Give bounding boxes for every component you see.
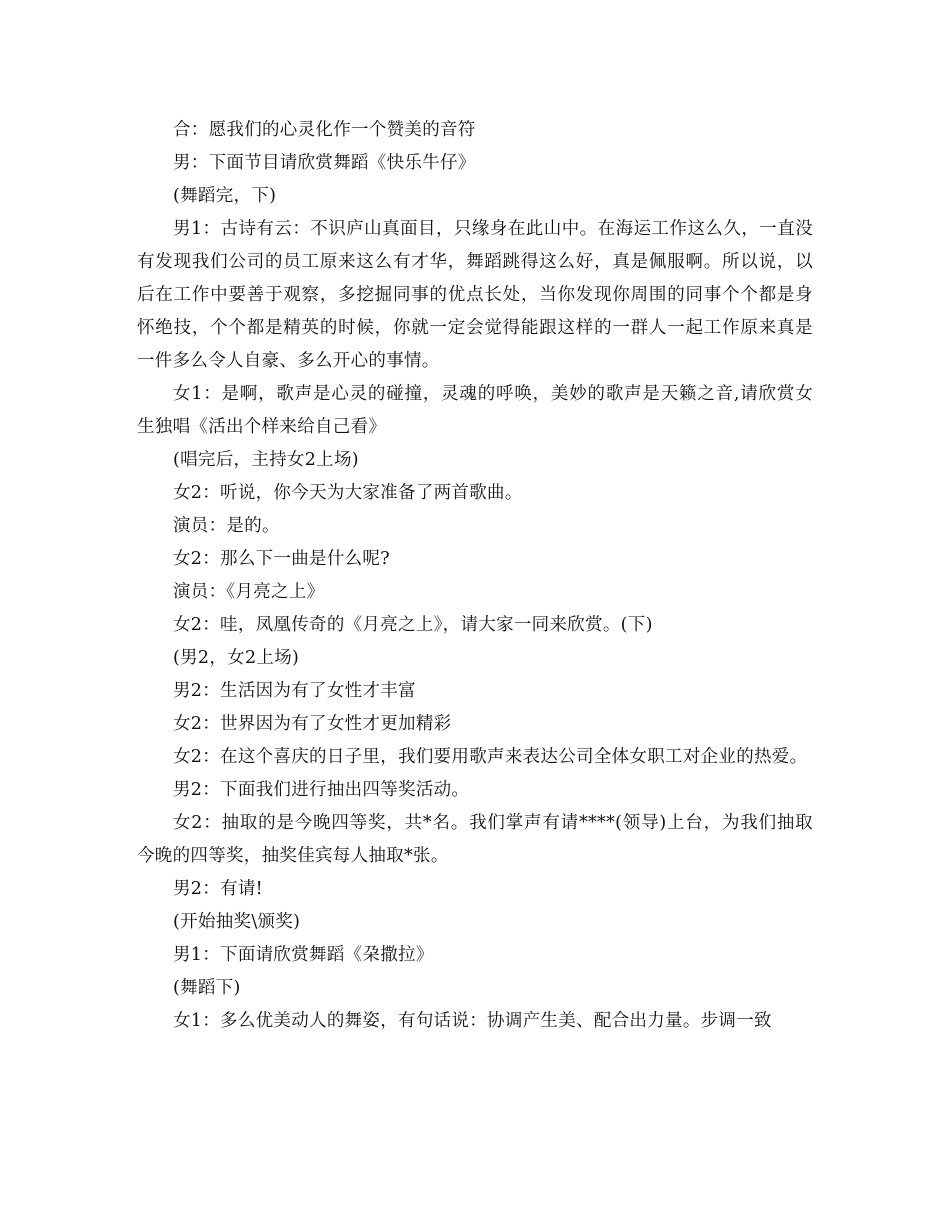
paragraph: 演员：是的。 xyxy=(173,516,280,536)
paragraph: 男2：生活因为有了女性才丰富 xyxy=(173,681,416,701)
paragraph: 女2：听说，你今天为大家准备了两首歌曲。 xyxy=(173,483,523,503)
paragraph: (唱完后，主持女2上场) xyxy=(173,450,359,470)
paragraph: 男1：古诗有云：不识庐山真面目，只缘身在此山中。在海运工作这么久，一直没有发现我们公司的员工原来这么有才华，舞蹈跳得这么好，真是佩服啊。所以说，以后在工作中要善于观察，多挖掘同事的优点长处，当你发现你周围的同事个个都是身怀绝技，个个都是精英的时候，你就一定会觉得能跟这样的一群人一起工作原来真是一件多么令人自豪、多么开心的事情。 xyxy=(137,219,813,371)
document-body xyxy=(137,114,813,1038)
paragraph: 男2：有请! xyxy=(173,879,263,899)
paragraph: 女2：世界因为有了女性才更加精彩 xyxy=(173,714,452,734)
paragraph: (男2，女2上场) xyxy=(173,648,300,668)
paragraph: 女2：那么下一曲是什么呢? xyxy=(173,549,390,569)
paragraph: 女1：多么优美动人的舞姿，有句话说：协调产生美、配合出力量。步调一致 xyxy=(173,1011,772,1031)
paragraph: (舞蹈完，下) xyxy=(173,186,277,206)
paragraph: 合：愿我们的心灵化作一个赞美的音符 xyxy=(173,120,476,140)
paragraph: 女2：在这个喜庆的日子里，我们要用歌声来表达公司全体女职工对企业的热爱。 xyxy=(173,747,808,767)
paragraph: (舞蹈下) xyxy=(173,978,241,998)
paragraph: 男：下面节目请欣赏舞蹈《快乐牛仔》 xyxy=(173,153,476,173)
paragraph: 男2：下面我们进行抽出四等奖活动。 xyxy=(173,780,470,800)
paragraph: 演员：《月亮之上》 xyxy=(173,582,325,602)
paragraph: 女2：哇，凤凰传奇的《月亮之上》，请大家一同来欣赏。(下) xyxy=(173,615,653,635)
paragraph: (开始抽奖\颁奖) xyxy=(173,912,301,932)
paragraph: 女2：抽取的是今晚四等奖，共*名。我们掌声有请****(领导)上台，为我们抽取今晚的四等奖，抽奖佳宾每人抽取*张。 xyxy=(137,813,813,866)
paragraph: 男1：下面请欣赏舞蹈《朶撒拉》 xyxy=(173,945,434,965)
paragraph: 女1：是啊，歌声是心灵的碰撞，灵魂的呼唤，美妙的歌声是天籁之音,请欣赏女生独唱《活出个样来给自己看》 xyxy=(137,384,813,437)
